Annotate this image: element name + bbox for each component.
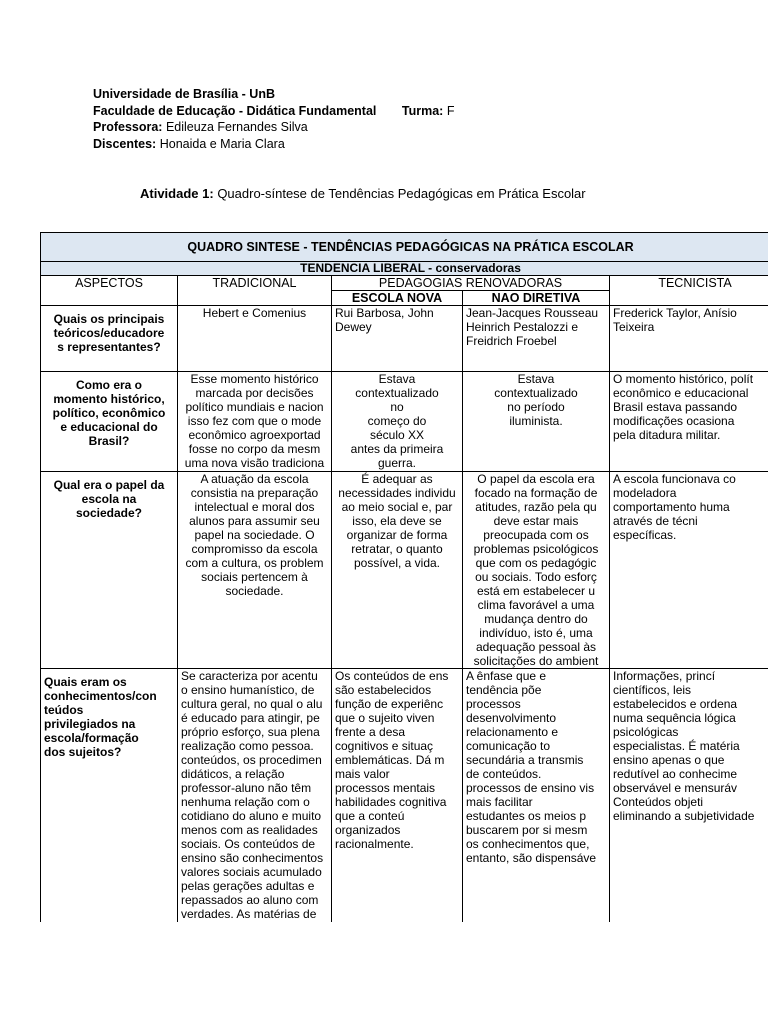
cell-line: verdades. As matérias de	[181, 907, 317, 921]
cell-line: psicológicas	[613, 725, 679, 739]
cell-line: O momento histórico, polít	[613, 372, 754, 386]
cell-line: estudantes os meios p	[466, 809, 587, 823]
aspect-cell	[41, 472, 178, 669]
cell-line: econômico e educacional	[613, 386, 749, 400]
cell-line: comportamento huma	[613, 500, 730, 514]
cell-line: contextualizado	[494, 386, 578, 400]
cell-line: Conteúdos objeti	[613, 795, 704, 809]
tradicional-cell	[178, 372, 332, 472]
cell-line: frente a desa	[335, 725, 406, 739]
cell-line: cultura geral, no qual o alu	[181, 697, 323, 711]
aspect-cell	[41, 372, 178, 472]
cell-line: desenvolvimento	[466, 711, 557, 725]
table-row	[41, 306, 768, 372]
cell-line: relacionamento e	[466, 725, 559, 739]
cell-line: adequação pessoal às	[475, 640, 597, 654]
cell-line: e educacional do	[60, 420, 158, 434]
cell-line: A atuação da escola	[200, 472, 309, 486]
cell-line: eliminando a subjetividade	[613, 809, 755, 823]
activity-title	[140, 186, 586, 201]
cell-line: Frederick Taylor, Anísio	[613, 306, 737, 320]
cell-line: necessidades individu	[338, 486, 456, 500]
cell-line: conteúdos, os procedimen	[181, 753, 322, 767]
tradicional-cell	[178, 306, 332, 372]
students-label: Discentes:	[93, 136, 157, 151]
cell-line: é educado para atingir, pe	[181, 711, 320, 725]
cell-line: no	[390, 400, 404, 414]
col-header-nao-diretiva: NAO DIRETIVA	[463, 291, 610, 306]
cell-line: consistia na preparação	[190, 486, 319, 500]
cell-line: numa sequência lógica	[613, 711, 736, 725]
cell-line: repassados ao aluno com	[181, 893, 319, 907]
cell-line: processos de ensino vis	[466, 781, 595, 795]
cell-line: Freidrich Froebel	[466, 334, 557, 348]
faculty-name: Faculdade de Educação - Didática Fundamental	[93, 103, 377, 118]
cell-line: retratar, o quanto	[351, 542, 443, 556]
cell-line: processos mentais	[335, 781, 436, 795]
cell-line: Quais os principais	[53, 312, 165, 326]
cell-line: solicitações do ambient	[473, 654, 599, 668]
cell-line: isso fez com que o mode	[187, 414, 322, 428]
cell-line: privilegiados na	[44, 717, 136, 731]
escola-nova-cell	[332, 669, 463, 923]
turma	[402, 103, 455, 120]
cell-line: professor-aluno não têm	[181, 781, 312, 795]
professor-label: Professora:	[93, 120, 163, 134]
cell-line: político mundiais e nacion	[185, 400, 324, 414]
cell-line: Jean-Jacques Rousseau	[466, 306, 599, 320]
cell-line: Brasil?	[88, 434, 130, 448]
cell-line: contextualizado	[355, 386, 439, 400]
cell-line: com a cultura, os problem	[185, 556, 324, 570]
cell-line: século XX	[369, 428, 425, 442]
cell-line: o ensino humanístico, de	[181, 683, 315, 697]
cell-line: escola na	[81, 492, 137, 506]
turma-label: Turma:	[401, 103, 444, 118]
table-row	[41, 669, 768, 923]
cell-line: Qual era o papel da	[53, 478, 165, 492]
cell-line: escola/formação	[44, 731, 139, 745]
cell-line: Dewey	[335, 320, 372, 334]
cell-line: isso, ela deve se	[352, 514, 442, 528]
cell-line: Teixeira	[613, 320, 655, 334]
tradicional-cell	[178, 669, 332, 923]
cell-line: modeladora	[613, 486, 677, 500]
cell-line: Esse momento histórico	[190, 372, 319, 386]
cell-line: habilidades cognitiva	[335, 795, 447, 809]
cell-line: Estava	[517, 372, 555, 386]
cell-line: ou sociais. Todo esforç	[475, 570, 597, 584]
cell-line: buscarem por si mesm	[466, 823, 588, 837]
university-line	[93, 86, 454, 103]
cell-line: Brasil estava passando	[613, 400, 738, 414]
cell-line: Heinrich Pestalozzi e	[466, 320, 579, 334]
faculty-line	[93, 103, 454, 120]
professor-value: Edileuza Fernandes Silva	[165, 120, 308, 134]
cell-line: Estava	[378, 372, 416, 386]
cell-line: os conhecimentos que,	[466, 837, 590, 851]
col-header-renovadoras: PEDAGOGIAS RENOVADORAS	[332, 276, 610, 291]
cell-line: especialistas. É matéria	[613, 739, 740, 753]
cell-line: clima favorável a uma	[477, 598, 595, 612]
tecnicista-cell	[610, 372, 768, 472]
cell-line: É adequar as	[361, 472, 433, 486]
cell-line: que o sujeito viven	[335, 711, 435, 725]
cell-line: s representantes?	[57, 340, 161, 354]
cell-line: Os conteúdos de ens	[335, 669, 449, 683]
cell-line: intelectual e moral dos	[194, 500, 315, 514]
cell-line: através de técni	[613, 514, 698, 528]
col-header-escola-nova: ESCOLA NOVA	[332, 291, 463, 306]
cell-line: função de experiênc	[335, 697, 444, 711]
col-header-tradicional: TRADICIONAL	[178, 276, 332, 306]
table-row	[41, 472, 768, 669]
document-header	[93, 86, 454, 152]
cell-line: no período	[507, 400, 565, 414]
tecnicista-cell	[610, 306, 768, 372]
cell-line: está em estabelecer u	[476, 584, 596, 598]
escola-nova-cell	[332, 372, 463, 472]
cell-line: sociais. Os conteúdos de	[181, 837, 316, 851]
cell-line: possível, a vida.	[353, 556, 441, 570]
cell-line: preocupada com os	[483, 528, 589, 542]
turma-value: F	[446, 103, 455, 118]
cell-line: ensino apenas o que	[613, 753, 725, 767]
nao-diretiva-cell	[463, 372, 610, 472]
cell-line: Hebert e Comenius	[202, 306, 307, 320]
cell-line: guerra.	[377, 456, 417, 470]
cell-line: organizados	[335, 823, 401, 837]
cell-line: são estabelecidos	[335, 683, 432, 697]
students-line	[93, 136, 454, 153]
cell-line: econômico agroexportad	[188, 428, 321, 442]
cell-line: realização como pessoa.	[181, 739, 314, 753]
cell-line: fosse no corpo da mesm	[188, 442, 321, 456]
cell-line: conhecimentos/con	[44, 689, 157, 703]
cell-line: A ênfase que e	[466, 669, 547, 683]
cell-line: que com os pedagógic	[475, 556, 597, 570]
cell-line: alunos para assumir seu	[189, 514, 320, 528]
cell-line: deve estar mais	[493, 514, 579, 528]
cell-line: ao meio social e, par	[341, 500, 453, 514]
cell-line: específicas.	[613, 528, 677, 542]
cell-line: próprio esforço, sua plena	[181, 725, 320, 739]
cell-line: iluminista.	[509, 414, 563, 428]
cell-line: de conteúdos.	[466, 767, 542, 781]
col-header-tecnicista: TECNICISTA	[610, 276, 768, 306]
table-title-row	[41, 233, 768, 262]
cell-line: marcada por decisões	[195, 386, 314, 400]
tecnicista-cell	[610, 669, 768, 923]
escola-nova-cell	[332, 306, 463, 372]
cell-line: começo do	[367, 414, 427, 428]
col-header-aspectos: ASPECTOS	[41, 276, 178, 306]
cell-line: sociais pertencem à	[201, 570, 308, 584]
cell-line: Quais eram os	[44, 675, 127, 689]
nao-diretiva-cell	[463, 669, 610, 923]
table-title: QUADRO SINTESE - TENDÊNCIAS PEDAGÓGICAS NA PRÁTICA ESCOLAR	[41, 233, 768, 262]
cell-line: cognitivos e situaç	[335, 739, 434, 753]
nao-diretiva-cell	[463, 306, 610, 372]
tecnicista-cell	[610, 472, 768, 669]
cell-line: estabelecidos e ordena	[613, 697, 738, 711]
cell-line: valores sociais acumulado	[181, 865, 322, 879]
cell-line: ensino são conhecimentos	[181, 851, 324, 865]
escola-nova-cell	[332, 472, 463, 669]
nao-diretiva-cell	[463, 472, 610, 669]
cell-line: comunicação to	[466, 739, 551, 753]
tradicional-cell	[178, 472, 332, 669]
cell-line: Como era o	[75, 378, 142, 392]
cell-line: teúdos	[44, 703, 84, 717]
cell-line: Rui Barbosa, John	[335, 306, 434, 320]
activity-text: Quadro-síntese de Tendências Pedagógicas em Prática Escolar	[217, 186, 586, 201]
table-row	[41, 372, 768, 472]
cell-line: menos com as realidades	[181, 823, 318, 837]
cell-line: organizar de forma	[346, 528, 448, 542]
subtitle-qualifier: - conservadoras	[424, 261, 521, 275]
cell-line: que a conteú	[335, 809, 405, 823]
cell-line: modificações ocasiona	[613, 414, 735, 428]
cell-line: teóricos/educadore	[53, 326, 165, 340]
cell-line: focado na formação de	[474, 486, 598, 500]
cell-line: momento histórico,	[53, 392, 165, 406]
cell-line: entanto, são dispensáve	[466, 851, 597, 865]
subtitle-tendency: TENDENCIA LIBERAL	[300, 261, 425, 275]
header-row-1	[41, 276, 768, 291]
cell-line: cotidiano do aluno e muito	[181, 809, 322, 823]
cell-line: dos sujeitos?	[44, 745, 122, 759]
cell-line: sociedade?	[75, 506, 143, 520]
professor-line	[93, 119, 454, 136]
cell-line: mudança dentro do	[484, 612, 588, 626]
cell-line: mais valor	[335, 767, 390, 781]
cell-line: observável e mensuráv	[613, 781, 738, 795]
cell-line: tendência põe	[466, 683, 542, 697]
aspect-cell	[41, 669, 178, 923]
cell-line: O papel da escola era	[477, 472, 595, 486]
cell-line: papel na sociedade. O	[194, 528, 315, 542]
table-subtitle	[41, 262, 768, 276]
cell-line: nenhuma relação com o	[181, 795, 310, 809]
aspect-cell	[41, 306, 178, 372]
synthesis-table	[40, 232, 768, 922]
cell-line: processos	[466, 697, 521, 711]
cell-line: atitudes, razão pela qu	[475, 500, 597, 514]
cell-line: mais facilitar	[466, 795, 533, 809]
cell-line: secundária a transmis	[466, 753, 584, 767]
cell-line: antes da primeira	[350, 442, 444, 456]
cell-line: A escola funcionava co	[613, 472, 736, 486]
cell-line: político, econômico	[52, 406, 166, 420]
cell-line: uma nova visão tradiciona	[184, 456, 325, 470]
cell-line: científicos, leis	[613, 683, 692, 697]
cell-line: pelas gerações adultas e	[181, 879, 315, 893]
activity-label: Atividade 1:	[140, 186, 214, 201]
students-value: Honaida e Maria Clara	[159, 136, 285, 151]
cell-line: indivíduo, isto é, uma	[479, 626, 593, 640]
cell-line: didáticos, a relação	[181, 767, 285, 781]
cell-line: Se caracteriza por acentu	[181, 669, 318, 683]
table-subtitle-row	[41, 262, 768, 276]
cell-line: Informações, princí	[613, 669, 716, 683]
synthesis-table-wrapper	[40, 232, 768, 922]
cell-line: emblemáticas. Dá m	[335, 753, 445, 767]
university-name: Universidade de Brasília - UnB	[93, 87, 276, 101]
cell-line: problemas psicológicos	[473, 542, 599, 556]
cell-line: sociedade.	[225, 584, 284, 598]
cell-line: compromisso da escola	[191, 542, 318, 556]
cell-line: pela ditadura militar.	[613, 428, 721, 442]
cell-line: racionalmente.	[335, 837, 414, 851]
cell-line: redutível ao conhecime	[613, 767, 738, 781]
